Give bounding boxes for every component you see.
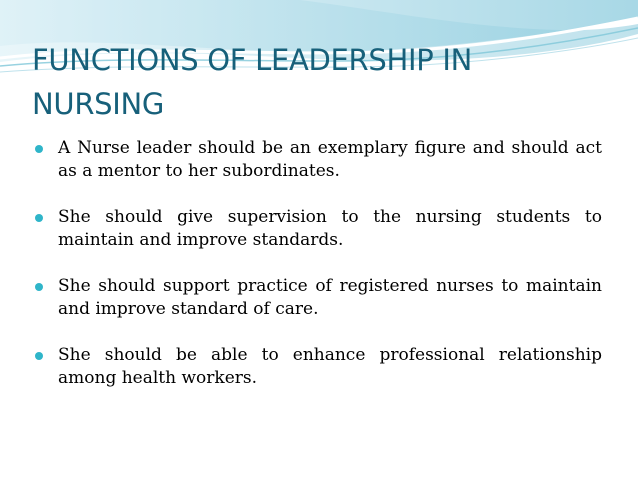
bullet-text: She should support practice of registered nurses to maintain and improve standard of care. bbox=[58, 276, 602, 319]
bullet-text: She should give supervision to the nursing students to maintain and improve standards. bbox=[58, 207, 602, 250]
slide-title: FUNCTIONS OF LEADERSHIP IN NURSING bbox=[32, 43, 473, 121]
bullet-item bbox=[32, 344, 602, 390]
bullet-text: She should be able to enhance professional relationship among health workers. bbox=[58, 345, 602, 388]
bullet-icon bbox=[35, 283, 43, 291]
bullet-item bbox=[32, 275, 602, 321]
bullet-icon bbox=[35, 145, 43, 153]
bullet-item bbox=[32, 206, 602, 252]
bullet-item bbox=[32, 137, 602, 183]
bullet-icon bbox=[35, 214, 43, 222]
bullet-text: A Nurse leader should be an exemplary figure and should act as a mentor to her subordinates. bbox=[58, 138, 602, 181]
bullet-icon bbox=[35, 352, 43, 360]
bullet-list bbox=[32, 137, 602, 413]
